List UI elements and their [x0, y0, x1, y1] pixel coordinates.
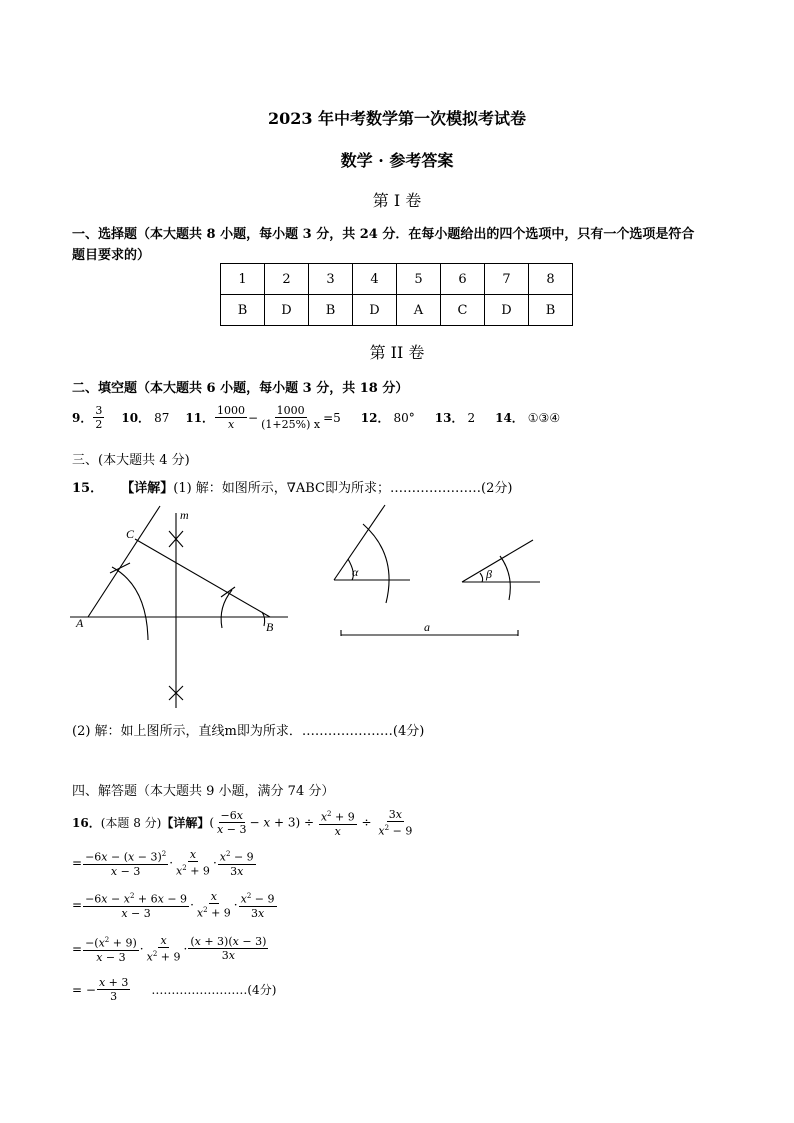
volume-2-heading: 第 II 卷: [369, 343, 425, 362]
q11-minus: −: [248, 410, 259, 425]
q11-f2-denominator: (1+25%) x: [261, 418, 321, 431]
q9-numerator: 3: [95, 404, 103, 417]
q16-label: 16．: [72, 816, 101, 831]
table-cell: 4: [353, 264, 397, 295]
section1-heading-line2: 题目要求的）: [72, 248, 151, 263]
label-m: m: [180, 508, 189, 522]
label-A: A: [76, 616, 84, 630]
q12-label: 12．: [360, 411, 390, 425]
q11-f1-denominator: x: [227, 418, 235, 431]
label-a: a: [424, 620, 430, 634]
q10-label: 10．: [121, 411, 151, 425]
arc-A: [112, 567, 148, 640]
q11-equals: =5: [323, 410, 341, 425]
table-cell: 7: [485, 264, 529, 295]
beta-ray: [462, 540, 533, 582]
q14-label: 14．: [495, 411, 524, 425]
q15-tag: 【详解】: [121, 481, 174, 496]
label-B: B: [266, 620, 274, 634]
q15-label: 15．: [72, 481, 104, 496]
q16-score-note: ……………………(4分): [151, 983, 277, 997]
q16-header: [72, 808, 415, 838]
q10-answer: 87: [154, 410, 170, 425]
table-cell: D: [485, 295, 529, 326]
q11-f2-numerator: 1000: [276, 404, 305, 417]
q15-text: (1) 解：如图所示，∇ABC即为所求；…………………(2分): [173, 481, 513, 496]
table-cell: B: [309, 295, 353, 326]
page-subtitle: 数学 · 参考答案: [340, 151, 454, 170]
table-cell: 2: [265, 264, 309, 295]
table-cell: 5: [397, 264, 441, 295]
table-cell: A: [397, 295, 441, 326]
q15-part2: (2) 解：如上图所示，直线m即为所求．…………………(4分): [72, 724, 425, 739]
q14-answer: ①③④: [527, 410, 561, 425]
q16-expression: ( $\frac{-6x}{x - 3}$ − x + 3) ÷ $\frac{x^2 + 9}{x}$ ÷ $\frac{3x}{x^2 - 9}$: [209, 808, 413, 838]
line-CB: [135, 539, 270, 617]
q13-label: 13．: [434, 411, 464, 425]
q13-answer: 2: [467, 410, 476, 425]
section3-heading: 三、(本大题共 4 分): [72, 453, 190, 468]
volume-1-heading: 第 I 卷: [372, 191, 422, 210]
table-cell: D: [265, 295, 309, 326]
table-cell: 3: [309, 264, 353, 295]
section1-heading-line1: 一、选择题（本大题共 8 小题，每小题 3 分，共 24 分．在每小题给出的四个选项中，只有一个选项是符合: [72, 227, 695, 242]
q16-step1: = $\frac{-6x - (x - 3)^2}{x - 3}$ · $\frac{x}{x^2 + 9}$ · $\frac{x^2 - 9}{3x}$: [72, 848, 254, 878]
table-cell: 1: [221, 264, 265, 295]
alpha-big-arc: [363, 524, 389, 603]
q9-denominator: 2: [95, 418, 103, 431]
label-alpha: α: [352, 565, 359, 579]
q16-step4: = − $\frac{x + 3}{3}$ ……………………(4分): [72, 976, 277, 1003]
section2-heading: 二、填空题（本大题共 6 小题，每小题 3 分，共 18 分）: [72, 381, 409, 396]
beta-small-arc: [480, 573, 483, 582]
label-C: C: [126, 527, 135, 541]
alpha-ray: [334, 505, 385, 580]
table-cell: 8: [529, 264, 573, 295]
q9-label: 9．: [72, 411, 93, 425]
table-cell: D: [353, 295, 397, 326]
q16-tag: 【详解】: [161, 816, 210, 831]
table-cell: B: [529, 295, 573, 326]
table-cell: C: [441, 295, 485, 326]
q12-answer: 80°: [393, 410, 415, 425]
line-AC: [88, 506, 160, 617]
q16-step3: = $\frac{-(x^2 + 9)}{x - 3}$ · $\frac{x}{x^2 + 9}$ · $\frac{(x + 3)(x - 3)}{3x}$: [72, 934, 267, 964]
page-title: 2023 年中考数学第一次模拟考试卷: [267, 109, 527, 128]
q16-score: (本题 8 分): [100, 816, 162, 831]
q11-f1-numerator: 1000: [217, 404, 246, 417]
label-beta: β: [486, 567, 492, 581]
q11-label: 11．: [185, 411, 215, 425]
beta-big-arc: [500, 556, 510, 600]
section4-heading: 四、解答题（本大题共 9 小题，满分 74 分）: [72, 784, 335, 799]
table-cell: 6: [441, 264, 485, 295]
q16-step2: = $\frac{-6x - x^2 + 6x - 9}{x - 3}$ · $\frac{x}{x^2 + 9}$ · $\frac{x^2 - 9}{3x}$: [72, 890, 275, 920]
table-cell: B: [221, 295, 265, 326]
